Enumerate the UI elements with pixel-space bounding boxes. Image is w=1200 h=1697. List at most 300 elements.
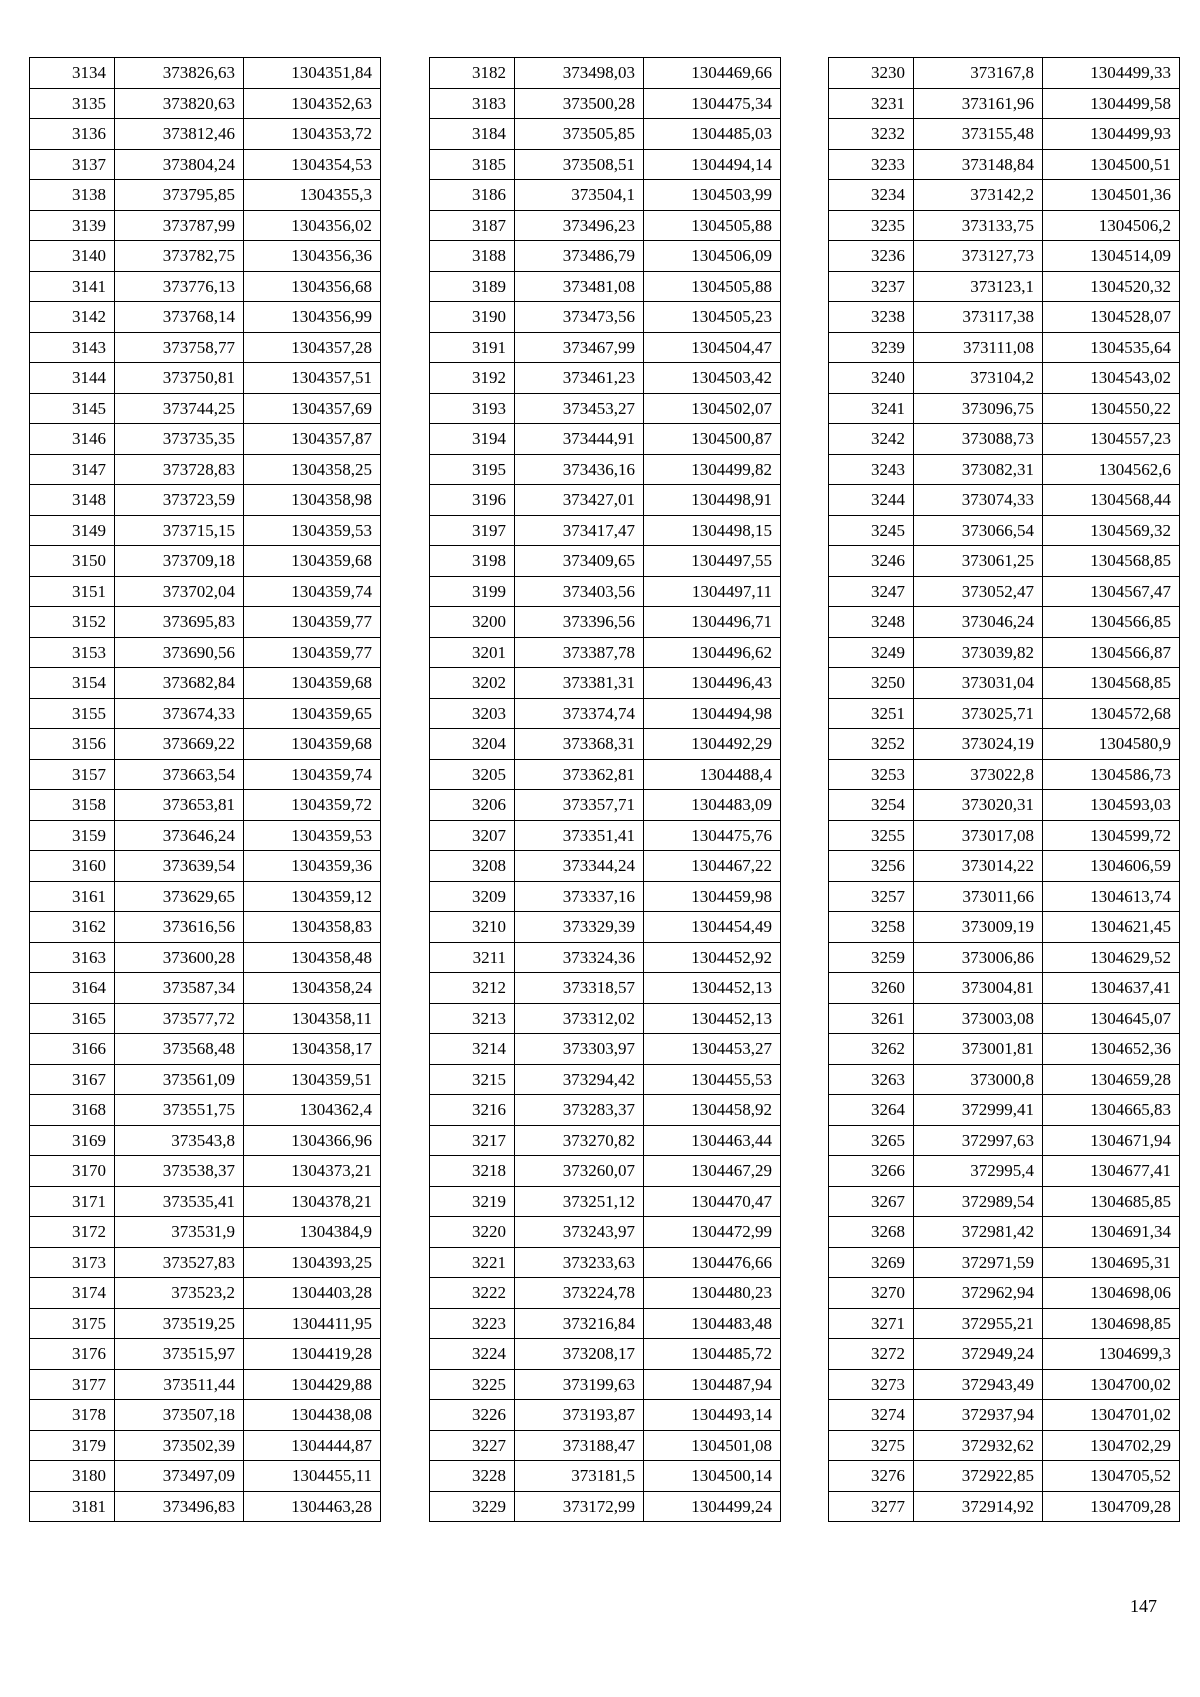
- x-coordinate-cell: 373039,82: [914, 637, 1043, 668]
- y-coordinate-cell: 1304497,11: [644, 576, 781, 607]
- x-coordinate-cell: 373507,18: [115, 1400, 244, 1431]
- x-coordinate-cell: 373006,86: [914, 942, 1043, 973]
- x-coordinate-cell: 373351,41: [515, 820, 644, 851]
- point-number-cell: 3231: [829, 88, 914, 119]
- x-coordinate-cell: 373009,19: [914, 912, 1043, 943]
- table-row: [829, 668, 1180, 699]
- x-coordinate-cell: 372955,21: [914, 1308, 1043, 1339]
- point-number-cell: 3156: [30, 729, 115, 760]
- x-coordinate-cell: 373496,83: [115, 1491, 244, 1522]
- y-coordinate-cell: 1304359,53: [244, 820, 381, 851]
- x-coordinate-cell: 373396,56: [515, 607, 644, 638]
- y-coordinate-cell: 1304501,08: [644, 1430, 781, 1461]
- x-coordinate-cell: 373243,97: [515, 1217, 644, 1248]
- x-coordinate-cell: 373181,5: [515, 1461, 644, 1492]
- y-coordinate-cell: 1304454,49: [644, 912, 781, 943]
- point-number-cell: 3169: [30, 1125, 115, 1156]
- y-coordinate-cell: 1304358,24: [244, 973, 381, 1004]
- point-number-cell: 3267: [829, 1186, 914, 1217]
- y-coordinate-cell: 1304514,09: [1043, 241, 1180, 272]
- point-number-cell: 3245: [829, 515, 914, 546]
- x-coordinate-cell: 373000,8: [914, 1064, 1043, 1095]
- y-coordinate-cell: 1304351,84: [244, 58, 381, 89]
- table-row: [30, 1217, 381, 1248]
- point-number-cell: 3261: [829, 1003, 914, 1034]
- point-number-cell: 3157: [30, 759, 115, 790]
- y-coordinate-cell: 1304419,28: [244, 1339, 381, 1370]
- y-coordinate-cell: 1304356,68: [244, 271, 381, 302]
- table-row: [430, 607, 781, 638]
- point-number-cell: 3162: [30, 912, 115, 943]
- y-coordinate-cell: 1304359,74: [244, 759, 381, 790]
- x-coordinate-cell: 373142,2: [914, 180, 1043, 211]
- x-coordinate-cell: 373024,19: [914, 729, 1043, 760]
- x-coordinate-cell: 373669,22: [115, 729, 244, 760]
- y-coordinate-cell: 1304699,3: [1043, 1339, 1180, 1370]
- point-number-cell: 3244: [829, 485, 914, 516]
- point-number-cell: 3235: [829, 210, 914, 241]
- x-coordinate-cell: 373403,56: [515, 576, 644, 607]
- point-number-cell: 3137: [30, 149, 115, 180]
- point-number-cell: 3226: [430, 1400, 515, 1431]
- point-number-cell: 3268: [829, 1217, 914, 1248]
- y-coordinate-cell: 1304645,07: [1043, 1003, 1180, 1034]
- y-coordinate-cell: 1304499,58: [1043, 88, 1180, 119]
- y-coordinate-cell: 1304557,23: [1043, 424, 1180, 455]
- point-number-cell: 3165: [30, 1003, 115, 1034]
- y-coordinate-cell: 1304455,53: [644, 1064, 781, 1095]
- point-number-cell: 3223: [430, 1308, 515, 1339]
- x-coordinate-cell: 373233,63: [515, 1247, 644, 1278]
- y-coordinate-cell: 1304492,29: [644, 729, 781, 760]
- point-number-cell: 3184: [430, 119, 515, 150]
- y-coordinate-cell: 1304613,74: [1043, 881, 1180, 912]
- point-number-cell: 3247: [829, 576, 914, 607]
- x-coordinate-cell: 372989,54: [914, 1186, 1043, 1217]
- table-row: [30, 881, 381, 912]
- x-coordinate-cell: 373357,71: [515, 790, 644, 821]
- y-coordinate-cell: 1304357,28: [244, 332, 381, 363]
- table-row: [30, 302, 381, 333]
- y-coordinate-cell: 1304359,51: [244, 1064, 381, 1095]
- table-row: [430, 271, 781, 302]
- point-number-cell: 3160: [30, 851, 115, 882]
- point-number-cell: 3138: [30, 180, 115, 211]
- x-coordinate-cell: 373646,24: [115, 820, 244, 851]
- x-coordinate-cell: 373193,87: [515, 1400, 644, 1431]
- x-coordinate-cell: 373629,65: [115, 881, 244, 912]
- table-row: [829, 119, 1180, 150]
- point-number-cell: 3209: [430, 881, 515, 912]
- table-row: [829, 1003, 1180, 1034]
- table-row: [829, 1369, 1180, 1400]
- point-number-cell: 3213: [430, 1003, 515, 1034]
- y-coordinate-cell: 1304472,99: [644, 1217, 781, 1248]
- x-coordinate-cell: 373502,39: [115, 1430, 244, 1461]
- point-number-cell: 3204: [430, 729, 515, 760]
- table-row: [430, 1217, 781, 1248]
- x-coordinate-cell: 373387,78: [515, 637, 644, 668]
- table-row: [829, 393, 1180, 424]
- table-row: [30, 820, 381, 851]
- x-coordinate-cell: 373467,99: [515, 332, 644, 363]
- x-coordinate-cell: 373486,79: [515, 241, 644, 272]
- point-number-cell: 3240: [829, 363, 914, 394]
- y-coordinate-cell: 1304593,03: [1043, 790, 1180, 821]
- table-row: [30, 119, 381, 150]
- table-row: [829, 454, 1180, 485]
- y-coordinate-cell: 1304550,22: [1043, 393, 1180, 424]
- x-coordinate-cell: 372914,92: [914, 1491, 1043, 1522]
- table-row: [30, 698, 381, 729]
- table-row: [430, 1339, 781, 1370]
- table-row: [829, 607, 1180, 638]
- x-coordinate-cell: 373527,83: [115, 1247, 244, 1278]
- x-coordinate-cell: 373104,2: [914, 363, 1043, 394]
- table-row: [30, 576, 381, 607]
- point-number-cell: 3236: [829, 241, 914, 272]
- y-coordinate-cell: 1304438,08: [244, 1400, 381, 1431]
- point-number-cell: 3181: [30, 1491, 115, 1522]
- x-coordinate-cell: 373001,81: [914, 1034, 1043, 1065]
- point-number-cell: 3194: [430, 424, 515, 455]
- x-coordinate-cell: 373515,97: [115, 1339, 244, 1370]
- point-number-cell: 3193: [430, 393, 515, 424]
- point-number-cell: 3161: [30, 881, 115, 912]
- x-coordinate-cell: 373283,37: [515, 1095, 644, 1126]
- x-coordinate-cell: 373787,99: [115, 210, 244, 241]
- table-row: [430, 576, 781, 607]
- table-row: [430, 119, 781, 150]
- x-coordinate-cell: 373674,33: [115, 698, 244, 729]
- y-coordinate-cell: 1304494,14: [644, 149, 781, 180]
- table-row: [829, 485, 1180, 516]
- point-number-cell: 3198: [430, 546, 515, 577]
- x-coordinate-cell: 373318,57: [515, 973, 644, 1004]
- point-number-cell: 3264: [829, 1095, 914, 1126]
- x-coordinate-cell: 373715,15: [115, 515, 244, 546]
- table-row: [30, 1461, 381, 1492]
- point-number-cell: 3212: [430, 973, 515, 1004]
- table-row: [430, 1308, 781, 1339]
- table-row: [30, 210, 381, 241]
- point-number-cell: 3170: [30, 1156, 115, 1187]
- x-coordinate-cell: 373199,63: [515, 1369, 644, 1400]
- y-coordinate-cell: 1304359,72: [244, 790, 381, 821]
- y-coordinate-cell: 1304488,4: [644, 759, 781, 790]
- point-number-cell: 3220: [430, 1217, 515, 1248]
- x-coordinate-cell: 373020,31: [914, 790, 1043, 821]
- table-row: [30, 58, 381, 89]
- point-number-cell: 3177: [30, 1369, 115, 1400]
- y-coordinate-cell: 1304357,69: [244, 393, 381, 424]
- table-row: [430, 1491, 781, 1522]
- point-number-cell: 3234: [829, 180, 914, 211]
- table-body: [30, 58, 381, 1522]
- table-row: [430, 1156, 781, 1187]
- x-coordinate-cell: 373066,54: [914, 515, 1043, 546]
- x-coordinate-cell: 373812,46: [115, 119, 244, 150]
- point-number-cell: 3188: [430, 241, 515, 272]
- y-coordinate-cell: 1304535,64: [1043, 332, 1180, 363]
- point-number-cell: 3191: [430, 332, 515, 363]
- point-number-cell: 3217: [430, 1125, 515, 1156]
- point-number-cell: 3152: [30, 607, 115, 638]
- point-number-cell: 3215: [430, 1064, 515, 1095]
- point-number-cell: 3202: [430, 668, 515, 699]
- table-row: [430, 515, 781, 546]
- x-coordinate-cell: 373577,72: [115, 1003, 244, 1034]
- y-coordinate-cell: 1304498,15: [644, 515, 781, 546]
- point-number-cell: 3146: [30, 424, 115, 455]
- x-coordinate-cell: 373096,75: [914, 393, 1043, 424]
- y-coordinate-cell: 1304459,98: [644, 881, 781, 912]
- table-row: [829, 912, 1180, 943]
- x-coordinate-cell: 373508,51: [515, 149, 644, 180]
- y-coordinate-cell: 1304463,44: [644, 1125, 781, 1156]
- table-row: [829, 942, 1180, 973]
- point-number-cell: 3266: [829, 1156, 914, 1187]
- table-row: [829, 515, 1180, 546]
- point-number-cell: 3222: [430, 1278, 515, 1309]
- point-number-cell: 3206: [430, 790, 515, 821]
- table-row: [430, 149, 781, 180]
- y-coordinate-cell: 1304475,76: [644, 820, 781, 851]
- point-number-cell: 3227: [430, 1430, 515, 1461]
- point-number-cell: 3211: [430, 942, 515, 973]
- x-coordinate-cell: 373497,09: [115, 1461, 244, 1492]
- table-row: [829, 1491, 1180, 1522]
- point-number-cell: 3274: [829, 1400, 914, 1431]
- x-coordinate-cell: 373329,39: [515, 912, 644, 943]
- table-row: [430, 1461, 781, 1492]
- table-row: [829, 851, 1180, 882]
- table-row: [30, 271, 381, 302]
- point-number-cell: 3205: [430, 759, 515, 790]
- table-row: [829, 1034, 1180, 1065]
- table-row: [829, 1186, 1180, 1217]
- point-number-cell: 3201: [430, 637, 515, 668]
- table-row: [430, 1430, 781, 1461]
- point-number-cell: 3183: [430, 88, 515, 119]
- point-number-cell: 3167: [30, 1064, 115, 1095]
- point-number-cell: 3208: [430, 851, 515, 882]
- x-coordinate-cell: 373600,28: [115, 942, 244, 973]
- y-coordinate-cell: 1304566,87: [1043, 637, 1180, 668]
- table-row: [829, 637, 1180, 668]
- x-coordinate-cell: 373505,85: [515, 119, 644, 150]
- point-number-cell: 3270: [829, 1278, 914, 1309]
- y-coordinate-cell: 1304701,02: [1043, 1400, 1180, 1431]
- point-number-cell: 3219: [430, 1186, 515, 1217]
- x-coordinate-cell: 373216,84: [515, 1308, 644, 1339]
- x-coordinate-cell: 373535,41: [115, 1186, 244, 1217]
- y-coordinate-cell: 1304358,11: [244, 1003, 381, 1034]
- table-row: [430, 1034, 781, 1065]
- y-coordinate-cell: 1304359,77: [244, 607, 381, 638]
- y-coordinate-cell: 1304520,32: [1043, 271, 1180, 302]
- y-coordinate-cell: 1304483,09: [644, 790, 781, 821]
- y-coordinate-cell: 1304580,9: [1043, 729, 1180, 760]
- point-number-cell: 3239: [829, 332, 914, 363]
- table-row: [30, 1064, 381, 1095]
- y-coordinate-cell: 1304352,63: [244, 88, 381, 119]
- y-coordinate-cell: 1304358,25: [244, 454, 381, 485]
- x-coordinate-cell: 372922,85: [914, 1461, 1043, 1492]
- table-row: [30, 851, 381, 882]
- x-coordinate-cell: 373561,09: [115, 1064, 244, 1095]
- y-coordinate-cell: 1304586,73: [1043, 759, 1180, 790]
- table-row: [430, 759, 781, 790]
- y-coordinate-cell: 1304411,95: [244, 1308, 381, 1339]
- x-coordinate-cell: 373587,34: [115, 973, 244, 1004]
- point-number-cell: 3197: [430, 515, 515, 546]
- y-coordinate-cell: 1304458,92: [644, 1095, 781, 1126]
- x-coordinate-cell: 373004,81: [914, 973, 1043, 1004]
- table-row: [30, 1125, 381, 1156]
- table-row: [30, 973, 381, 1004]
- point-number-cell: 3238: [829, 302, 914, 333]
- y-coordinate-cell: 1304470,47: [644, 1186, 781, 1217]
- y-coordinate-cell: 1304528,07: [1043, 302, 1180, 333]
- x-coordinate-cell: 373519,25: [115, 1308, 244, 1339]
- y-coordinate-cell: 1304695,31: [1043, 1247, 1180, 1278]
- x-coordinate-cell: 373511,44: [115, 1369, 244, 1400]
- x-coordinate-cell: 373682,84: [115, 668, 244, 699]
- x-coordinate-cell: 373744,25: [115, 393, 244, 424]
- x-coordinate-cell: 373017,08: [914, 820, 1043, 851]
- y-coordinate-cell: 1304467,22: [644, 851, 781, 882]
- point-number-cell: 3144: [30, 363, 115, 394]
- y-coordinate-cell: 1304566,85: [1043, 607, 1180, 638]
- x-coordinate-cell: 373088,73: [914, 424, 1043, 455]
- point-number-cell: 3147: [30, 454, 115, 485]
- y-coordinate-cell: 1304606,59: [1043, 851, 1180, 882]
- table-row: [829, 973, 1180, 1004]
- x-coordinate-cell: 373531,9: [115, 1217, 244, 1248]
- table-row: [829, 302, 1180, 333]
- x-coordinate-cell: 373702,04: [115, 576, 244, 607]
- table-row: [829, 729, 1180, 760]
- x-coordinate-cell: 373551,75: [115, 1095, 244, 1126]
- table-row: [829, 58, 1180, 89]
- table-row: [30, 668, 381, 699]
- y-coordinate-cell: 1304709,28: [1043, 1491, 1180, 1522]
- point-number-cell: 3153: [30, 637, 115, 668]
- y-coordinate-cell: 1304505,88: [644, 210, 781, 241]
- x-coordinate-cell: 372995,4: [914, 1156, 1043, 1187]
- table-row: [30, 485, 381, 516]
- table-row: [829, 881, 1180, 912]
- page-number: 147: [1130, 1596, 1157, 1616]
- table-row: [829, 88, 1180, 119]
- y-coordinate-cell: 1304700,02: [1043, 1369, 1180, 1400]
- x-coordinate-cell: 373504,1: [515, 180, 644, 211]
- point-number-cell: 3163: [30, 942, 115, 973]
- table-row: [430, 454, 781, 485]
- x-coordinate-cell: 373782,75: [115, 241, 244, 272]
- x-coordinate-cell: 373148,84: [914, 149, 1043, 180]
- x-coordinate-cell: 373568,48: [115, 1034, 244, 1065]
- x-coordinate-cell: 373294,42: [515, 1064, 644, 1095]
- x-coordinate-cell: 373161,96: [914, 88, 1043, 119]
- table-row: [829, 546, 1180, 577]
- point-number-cell: 3259: [829, 942, 914, 973]
- point-number-cell: 3276: [829, 1461, 914, 1492]
- table-row: [430, 973, 781, 1004]
- x-coordinate-cell: 373324,36: [515, 942, 644, 973]
- y-coordinate-cell: 1304359,53: [244, 515, 381, 546]
- point-number-cell: 3189: [430, 271, 515, 302]
- table-row: [829, 1339, 1180, 1370]
- y-coordinate-cell: 1304499,24: [644, 1491, 781, 1522]
- y-coordinate-cell: 1304362,4: [244, 1095, 381, 1126]
- point-number-cell: 3263: [829, 1064, 914, 1095]
- y-coordinate-cell: 1304562,6: [1043, 454, 1180, 485]
- x-coordinate-cell: 372971,59: [914, 1247, 1043, 1278]
- y-coordinate-cell: 1304480,23: [644, 1278, 781, 1309]
- point-number-cell: 3145: [30, 393, 115, 424]
- table-row: [30, 363, 381, 394]
- y-coordinate-cell: 1304355,3: [244, 180, 381, 211]
- point-number-cell: 3271: [829, 1308, 914, 1339]
- y-coordinate-cell: 1304698,06: [1043, 1278, 1180, 1309]
- x-coordinate-cell: 373538,37: [115, 1156, 244, 1187]
- table-row: [30, 393, 381, 424]
- point-number-cell: 3135: [30, 88, 115, 119]
- table-row: [829, 210, 1180, 241]
- table-row: [430, 393, 781, 424]
- x-coordinate-cell: 373523,2: [115, 1278, 244, 1309]
- point-number-cell: 3252: [829, 729, 914, 760]
- table-row: [829, 1064, 1180, 1095]
- x-coordinate-cell: 373543,8: [115, 1125, 244, 1156]
- point-number-cell: 3272: [829, 1339, 914, 1370]
- x-coordinate-cell: 373444,91: [515, 424, 644, 455]
- x-coordinate-cell: 372932,62: [914, 1430, 1043, 1461]
- table-row: [829, 424, 1180, 455]
- point-number-cell: 3185: [430, 149, 515, 180]
- y-coordinate-cell: 1304455,11: [244, 1461, 381, 1492]
- x-coordinate-cell: 373052,47: [914, 576, 1043, 607]
- table-row: [30, 180, 381, 211]
- table-row: [430, 302, 781, 333]
- table-row: [430, 851, 781, 882]
- table-row: [829, 1217, 1180, 1248]
- y-coordinate-cell: 1304487,94: [644, 1369, 781, 1400]
- y-coordinate-cell: 1304475,34: [644, 88, 781, 119]
- coordinate-table-3: [828, 57, 1180, 1522]
- x-coordinate-cell: 373453,27: [515, 393, 644, 424]
- x-coordinate-cell: 373022,8: [914, 759, 1043, 790]
- x-coordinate-cell: 373616,56: [115, 912, 244, 943]
- x-coordinate-cell: 373188,47: [515, 1430, 644, 1461]
- y-coordinate-cell: 1304702,29: [1043, 1430, 1180, 1461]
- y-coordinate-cell: 1304599,72: [1043, 820, 1180, 851]
- point-number-cell: 3230: [829, 58, 914, 89]
- table-row: [430, 58, 781, 89]
- y-coordinate-cell: 1304506,2: [1043, 210, 1180, 241]
- y-coordinate-cell: 1304356,02: [244, 210, 381, 241]
- y-coordinate-cell: 1304665,83: [1043, 1095, 1180, 1126]
- table-row: [30, 1369, 381, 1400]
- point-number-cell: 3186: [430, 180, 515, 211]
- x-coordinate-cell: 373750,81: [115, 363, 244, 394]
- table-row: [30, 546, 381, 577]
- point-number-cell: 3151: [30, 576, 115, 607]
- point-number-cell: 3249: [829, 637, 914, 668]
- y-coordinate-cell: 1304485,03: [644, 119, 781, 150]
